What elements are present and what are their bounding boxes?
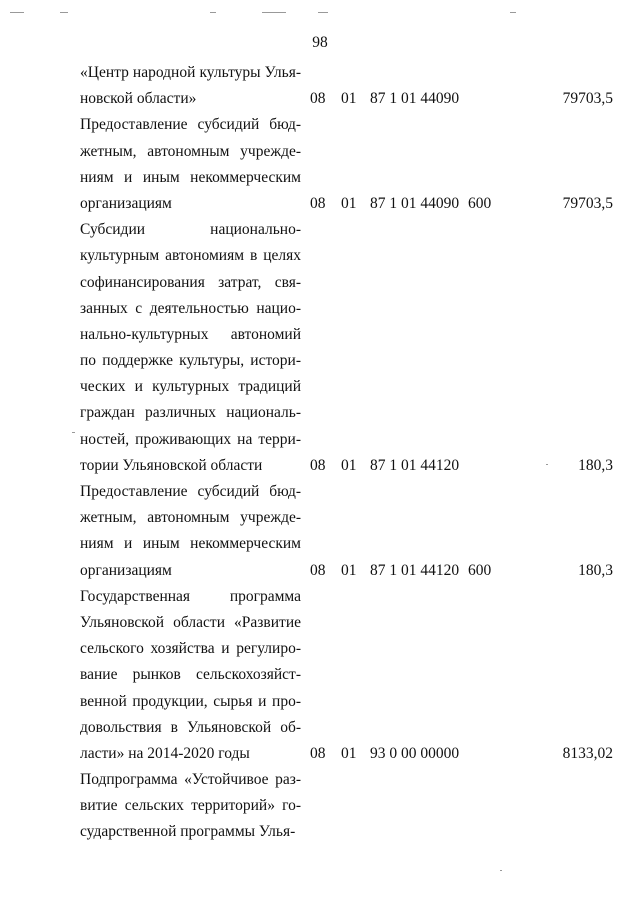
target-article-code: 87 1 01 44090 xyxy=(370,90,460,108)
row-name-line: ностей, проживающих на терри- xyxy=(80,430,301,448)
row-name-line: тории Ульяновской области xyxy=(80,456,263,474)
row-name-line: организациям xyxy=(80,561,172,579)
scan-speck xyxy=(210,12,216,13)
row-name-line: Предоставление субсидий бюд- xyxy=(80,116,301,134)
subsection-code: 01 xyxy=(341,194,357,212)
amount-value: 8133,02 xyxy=(562,744,613,762)
row-name-line: Государственная программа xyxy=(80,587,301,605)
row-name-line: нально-культурных автономий xyxy=(80,325,301,343)
target-article-code: 87 1 01 44120 xyxy=(370,456,460,474)
row-name-line: занных с деятельностью нацио- xyxy=(80,299,301,317)
row-name-line: новской области» xyxy=(80,90,197,108)
row-codes xyxy=(80,819,620,845)
row-name-line: ческих и культурных традиций xyxy=(80,378,301,396)
subsection-code: 01 xyxy=(341,90,357,108)
scan-speck xyxy=(60,12,68,13)
section-code: 08 xyxy=(310,90,326,108)
row-codes xyxy=(80,191,620,217)
row-name-line: жетным, автономным учрежде- xyxy=(80,509,301,527)
row-name-line: сельского хозяйства и регулиро- xyxy=(80,640,301,658)
table-row xyxy=(80,60,620,112)
row-name-line: софинансирования затрат, свя- xyxy=(80,273,301,291)
section-code: 08 xyxy=(310,456,326,474)
scan-speck xyxy=(318,12,328,13)
row-name-line: венной продукции, сырья и про- xyxy=(80,692,301,710)
row-name-line: Предоставление субсидий бюд- xyxy=(80,483,301,500)
row-codes xyxy=(80,558,620,584)
subsection-code: 01 xyxy=(341,744,357,762)
table-row xyxy=(80,479,620,584)
target-article-code: 87 1 01 44090 xyxy=(370,194,460,212)
row-name-line: довольствия в Ульяновской об- xyxy=(80,718,301,736)
section-code: 08 xyxy=(310,744,326,762)
table-row xyxy=(80,217,620,479)
row-name-line: Ульяновской области «Развитие xyxy=(80,613,301,631)
row-name-line: культурным автономиям в целях xyxy=(80,247,301,265)
amount-value: 79703,5 xyxy=(562,194,613,212)
section-code: 08 xyxy=(310,194,326,212)
row-name-line: вание рынков сельскохозяйст- xyxy=(80,666,301,684)
row-name-line: Субсидии национально- xyxy=(80,221,301,239)
subsection-code: 01 xyxy=(341,456,357,474)
amount-value: 79703,5 xyxy=(562,90,613,108)
row-name-line: граждан различных националь- xyxy=(80,404,301,422)
row-name-line: организациям xyxy=(80,194,172,212)
row-name-line: Подпрограмма «Устойчивое раз- xyxy=(80,771,301,789)
section-code: 08 xyxy=(310,561,326,579)
subsection-code: 01 xyxy=(341,561,357,579)
row-name-line: по поддержке культуры, истори- xyxy=(80,352,301,370)
document-body xyxy=(80,60,620,846)
row-name-line: витие сельских территорий» го- xyxy=(80,797,301,815)
row-name-line: «Центр народной культуры Улья- xyxy=(80,64,301,81)
table-row xyxy=(80,112,620,217)
row-codes xyxy=(80,741,620,767)
scan-speck xyxy=(262,12,286,13)
row-name-line: ласти» на 2014-2020 годы xyxy=(80,744,250,762)
page-number: 98 xyxy=(312,34,328,51)
target-article-code: 93 0 00 00000 xyxy=(370,744,460,762)
table-row xyxy=(80,584,620,767)
row-name-line: жетным, автономным учрежде- xyxy=(80,142,301,160)
scan-speck xyxy=(72,432,75,433)
row-codes xyxy=(80,86,620,112)
scan-speck xyxy=(10,12,24,13)
amount-value: 180,3 xyxy=(578,456,613,474)
row-name-line: ниям и иным некоммерческим xyxy=(80,535,301,553)
amount-value: 180,3 xyxy=(578,561,613,579)
expense-type-code: 600 xyxy=(468,561,492,579)
scan-speck xyxy=(500,870,502,871)
expense-type-code: 600 xyxy=(468,194,492,212)
table-row xyxy=(80,767,620,846)
scan-speck xyxy=(546,464,548,465)
row-name-line: ниям и иным некоммерческим xyxy=(80,168,301,186)
row-name-line: сударственной программы Улья- xyxy=(80,823,296,841)
target-article-code: 87 1 01 44120 xyxy=(370,561,460,579)
row-codes xyxy=(80,453,620,479)
scan-speck xyxy=(510,12,516,13)
